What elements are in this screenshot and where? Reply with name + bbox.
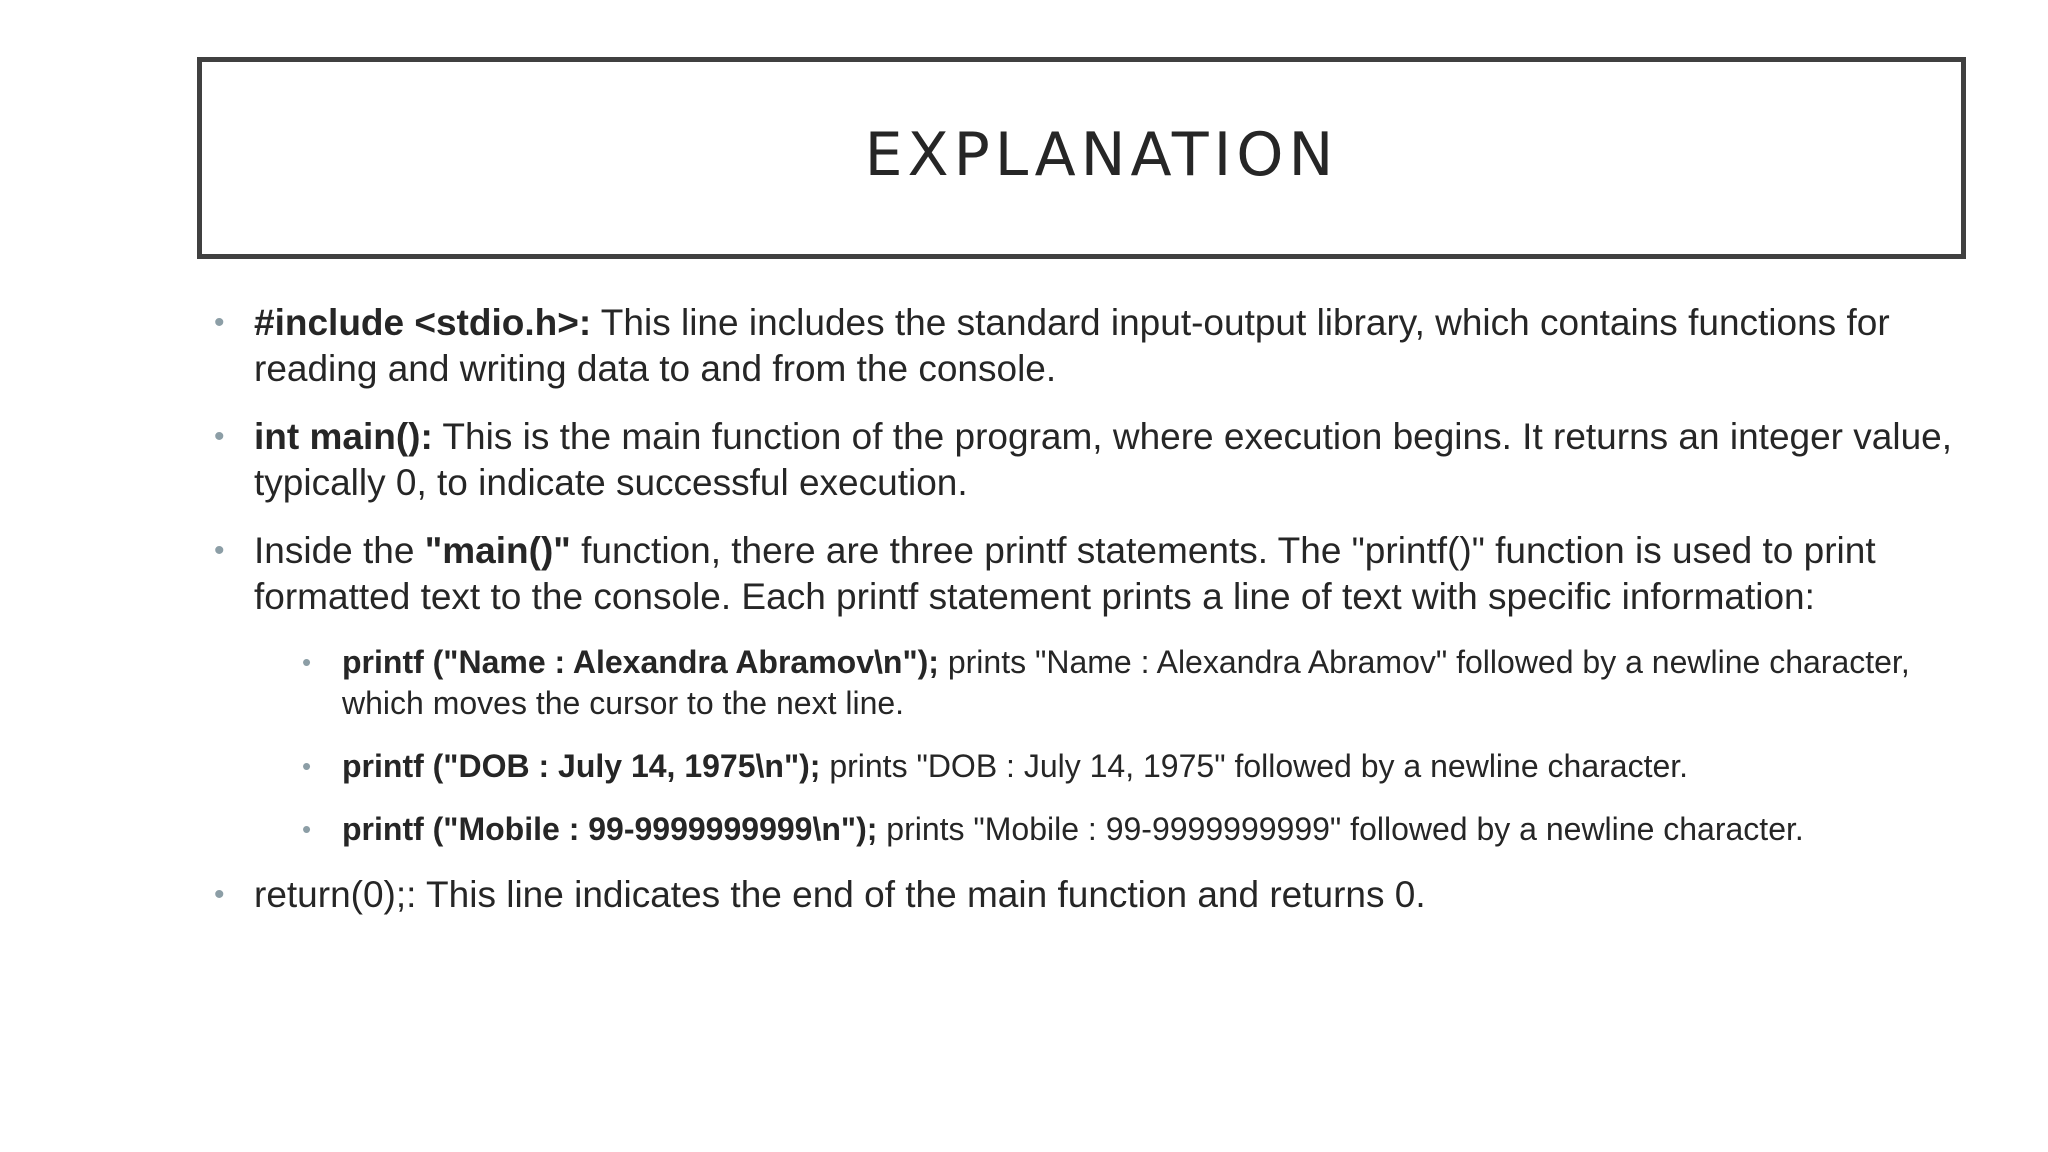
sub-bullet-name-code: printf ("Name : Alexandra Abramov\n"); xyxy=(342,644,939,680)
sub-bullet-mobile-text: prints "Mobile : 99-9999999999" followed by a newline character. xyxy=(877,811,1804,847)
bullet-include xyxy=(214,300,1974,392)
printf-sub-list xyxy=(214,642,1974,850)
bullet-printf-intro-text: function, there are three printf statements. The "printf()" function is used to print formatted text to the console. Each printf statement prints a line of text with specific information: xyxy=(254,530,1876,617)
sub-bullet-mobile xyxy=(302,809,1974,850)
bullet-main-code: int main(): xyxy=(254,416,433,457)
bullet-printf-intro xyxy=(214,528,1974,620)
sub-bullet-mobile-code: printf ("Mobile : 99-9999999999\n"); xyxy=(342,811,878,847)
sub-bullet-dob-text: prints "DOB : July 14, 1975" followed by a newline character. xyxy=(820,748,1689,784)
sub-bullet-dob-code: printf ("DOB : July 14, 1975\n"); xyxy=(342,748,821,784)
bullet-main xyxy=(214,414,1974,506)
sub-bullet-dob xyxy=(302,746,1974,787)
slide-content xyxy=(214,300,1974,940)
sub-bullet-name-text: prints "Name : Alexandra Abramov" followed by a newline character, which moves the cursor to the next line. xyxy=(342,644,1910,721)
bullet-include-text: This line includes the standard input-output library, which contains functions for reading and writing data to and from the console. xyxy=(254,302,1890,389)
sub-bullet-name xyxy=(302,642,1974,724)
bullet-printf-intro-pre: Inside the xyxy=(254,530,425,571)
bullet-return-text: return(0);: This line indicates the end of the main function and returns 0. xyxy=(254,874,1426,915)
bullet-main-text: This is the main function of the program, where execution begins. It returns an integer value, typically 0, to indicate successful execution. xyxy=(254,416,1953,503)
bullet-include-code: #include <stdio.h>: xyxy=(254,302,592,343)
slide-title: EXPLANATION xyxy=(864,120,1339,190)
bullet-return xyxy=(214,872,1974,918)
title-box xyxy=(197,57,1966,259)
bullet-printf-intro-code: "main()" xyxy=(424,530,571,571)
